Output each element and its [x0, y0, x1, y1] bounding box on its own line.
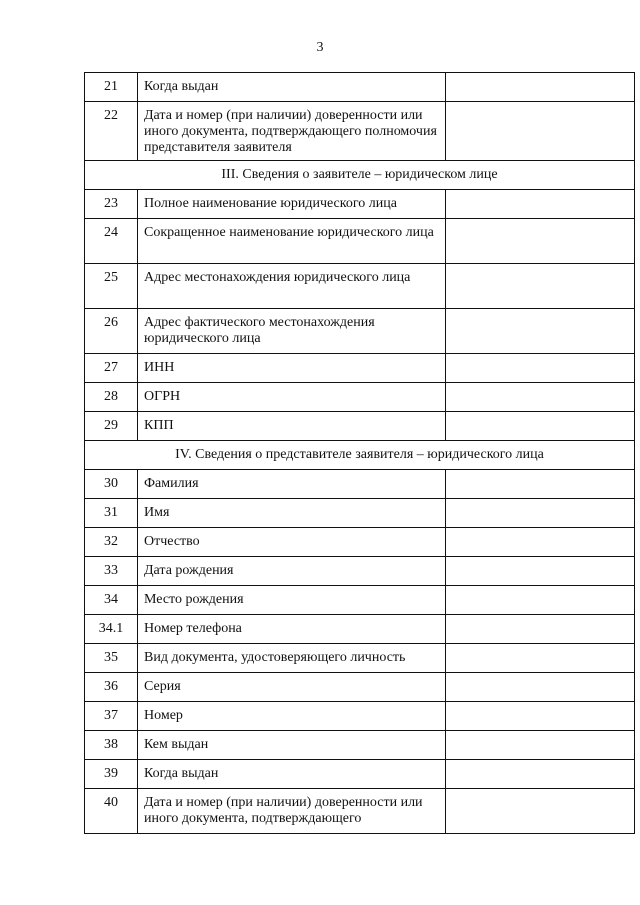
row-value-cell[interactable] [446, 499, 635, 528]
row-value-cell[interactable] [446, 309, 635, 354]
row-label: Место рождения [138, 586, 446, 615]
row-value-cell[interactable] [446, 615, 635, 644]
row-value-cell[interactable] [446, 760, 635, 789]
row-value-cell[interactable] [446, 383, 635, 412]
row-value-cell[interactable] [446, 190, 635, 219]
row-label: КПП [138, 412, 446, 441]
row-value-cell[interactable] [446, 644, 635, 673]
row-value-cell[interactable] [446, 731, 635, 760]
row-label: Дата и номер (при наличии) доверенности или иного документа, подтверждающего [138, 789, 446, 834]
row-number: 32 [85, 528, 138, 557]
table-row [85, 731, 635, 760]
table-row [85, 528, 635, 557]
row-number: 26 [85, 309, 138, 354]
row-number: 29 [85, 412, 138, 441]
table-row [85, 557, 635, 586]
row-label: Номер [138, 702, 446, 731]
row-label: Когда выдан [138, 760, 446, 789]
row-number: 27 [85, 354, 138, 383]
row-label: Когда выдан [138, 73, 446, 102]
row-number: 28 [85, 383, 138, 412]
section-title: III. Сведения о заявителе – юридическом лице [85, 161, 635, 190]
row-label: Дата и номер (при наличии) доверенности или иного документа, подтверждающего полномочия представителя заявителя [138, 102, 446, 161]
table-row [85, 673, 635, 702]
row-number: 40 [85, 789, 138, 834]
table-row [85, 264, 635, 309]
row-number: 30 [85, 470, 138, 499]
row-label: Кем выдан [138, 731, 446, 760]
table-row [85, 644, 635, 673]
table-row [85, 789, 635, 834]
row-value-cell[interactable] [446, 557, 635, 586]
row-number: 33 [85, 557, 138, 586]
row-label: Отчество [138, 528, 446, 557]
table-row [85, 760, 635, 789]
row-value-cell[interactable] [446, 73, 635, 102]
row-number: 23 [85, 190, 138, 219]
row-number: 25 [85, 264, 138, 309]
table-row [85, 190, 635, 219]
table-row [85, 615, 635, 644]
row-label: Полное наименование юридического лица [138, 190, 446, 219]
row-number: 24 [85, 219, 138, 264]
row-label: ИНН [138, 354, 446, 383]
row-label: Серия [138, 673, 446, 702]
row-number: 22 [85, 102, 138, 161]
row-label: Адрес фактического местонахождения юридического лица [138, 309, 446, 354]
row-value-cell[interactable] [446, 412, 635, 441]
row-number: 39 [85, 760, 138, 789]
row-value-cell[interactable] [446, 586, 635, 615]
section-header-row [85, 161, 635, 190]
row-number: 35 [85, 644, 138, 673]
row-label: Адрес местонахождения юридического лица [138, 264, 446, 309]
section-title: IV. Сведения о представителе заявителя – юридического лица [85, 441, 635, 470]
table-row [85, 73, 635, 102]
row-number: 37 [85, 702, 138, 731]
row-value-cell[interactable] [446, 219, 635, 264]
row-label: ОГРН [138, 383, 446, 412]
table-row [85, 470, 635, 499]
row-number: 34 [85, 586, 138, 615]
table-row [85, 219, 635, 264]
row-label: Дата рождения [138, 557, 446, 586]
row-number: 34.1 [85, 615, 138, 644]
row-label: Номер телефона [138, 615, 446, 644]
row-label: Вид документа, удостоверяющего личность [138, 644, 446, 673]
table-row [85, 309, 635, 354]
row-label: Имя [138, 499, 446, 528]
row-value-cell[interactable] [446, 702, 635, 731]
row-number: 21 [85, 73, 138, 102]
row-value-cell[interactable] [446, 789, 635, 834]
table-row [85, 586, 635, 615]
row-value-cell[interactable] [446, 102, 635, 161]
page-number: 3 [316, 40, 324, 55]
table-row [85, 102, 635, 161]
row-number: 31 [85, 499, 138, 528]
applicant-data-table [84, 72, 635, 834]
row-value-cell[interactable] [446, 673, 635, 702]
row-value-cell[interactable] [446, 470, 635, 499]
row-value-cell[interactable] [446, 528, 635, 557]
table-row [85, 354, 635, 383]
row-number: 36 [85, 673, 138, 702]
section-header-row [85, 441, 635, 470]
table-row [85, 383, 635, 412]
table-row [85, 412, 635, 441]
table-row [85, 499, 635, 528]
table-row [85, 702, 635, 731]
row-value-cell[interactable] [446, 354, 635, 383]
row-value-cell[interactable] [446, 264, 635, 309]
row-number: 38 [85, 731, 138, 760]
row-label: Фамилия [138, 470, 446, 499]
row-label: Сокращенное наименование юридического лица [138, 219, 446, 264]
